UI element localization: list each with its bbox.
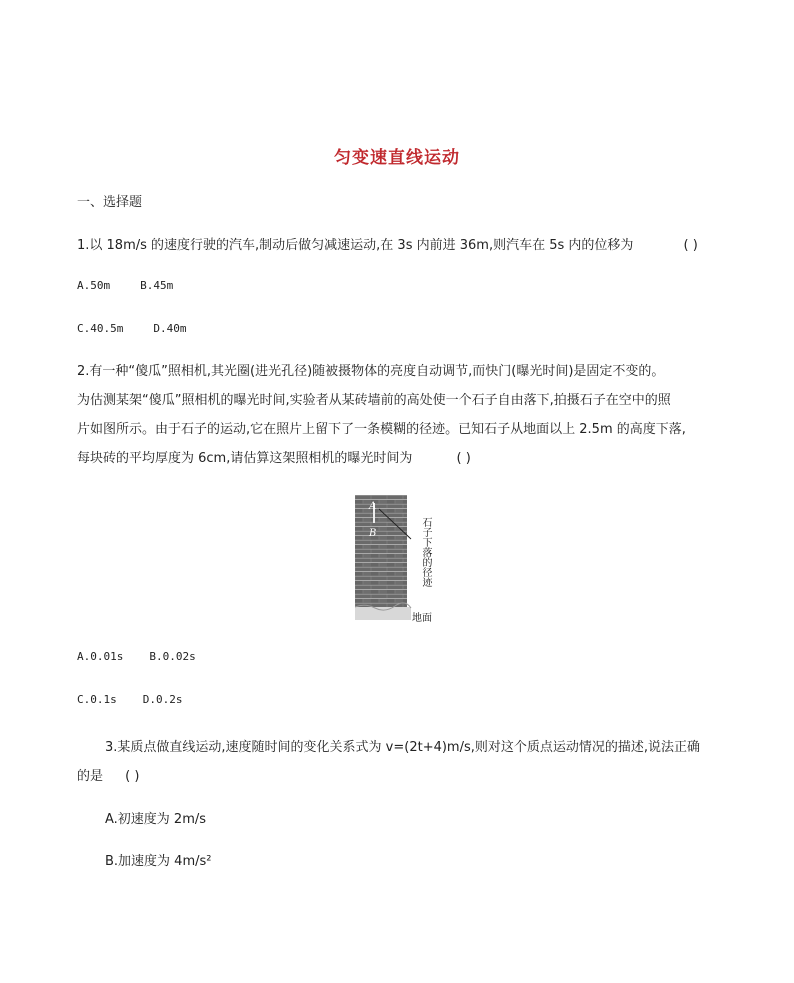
question-2-line [77,444,727,473]
option-b: B.加速度为 4m/s² [105,854,212,869]
question-2-line: 片如图所示。由于石子的运动,它在照片上留下了一条模糊的径迹。已知石子从地面以上 2.5m 的高度下落, [77,422,686,437]
question-3-cont [77,765,139,784]
section-heading: 一、选择题 [77,195,143,210]
options-row [77,650,226,663]
brick-wall-figure [355,495,435,624]
answer-blank: ( ) [125,769,140,784]
options-row [77,322,216,335]
option-b: B.45m [140,279,174,292]
answer-blank: ( ) [456,451,471,466]
label-a: A [369,501,377,512]
answer-blank: ( ) [683,238,698,253]
question-1-text: 1.以 18m/s 的速度行驶的汽车,制动后做匀减速运动,在 3s 内前进 36m,则汽车在 5s 内的位移为 [77,238,634,253]
question-1 [77,234,698,253]
options-row [77,279,203,292]
option-c: C.0.1s [77,693,117,706]
trace-label: 石子下落的径迹 [420,517,431,587]
option-a: A.50m [77,279,111,292]
question-3: 3.某质点做直线运动,速度随时间的变化关系式为 v=(2t+4)m/s,则对这个质点运动情况的描述,说法正确 [105,740,701,755]
option-a: A.0.01s [77,650,124,663]
question-2-line: 2.有一种“傻瓜”照相机,其光圈(进光孔径)随被摄物体的亮度自动调节,而快门(曝光时间)是固定不变的。 [77,364,665,379]
options-row [77,693,213,706]
option-b: B.0.02s [149,650,196,663]
ground-label: 地面 [412,613,432,624]
page-title: 匀变速直线运动 [334,148,460,168]
question-3-text: 的是 [77,769,104,784]
label-b: B [369,528,377,539]
option-d: D.40m [153,322,187,335]
question-2 [77,357,727,473]
option-a: A.初速度为 2m/s [105,812,207,827]
question-2-line: 为估测某架“傻瓜”照相机的曝光时间,实验者从某砖墙前的高处使一个石子自由落下,拍摄石子在空中的照 [77,393,671,408]
question-2-text: 每块砖的平均厚度为 6cm,请估算这架照相机的曝光时间为 [77,451,413,466]
option-c: C.40.5m [77,322,124,335]
option-d: D.0.2s [142,693,183,706]
